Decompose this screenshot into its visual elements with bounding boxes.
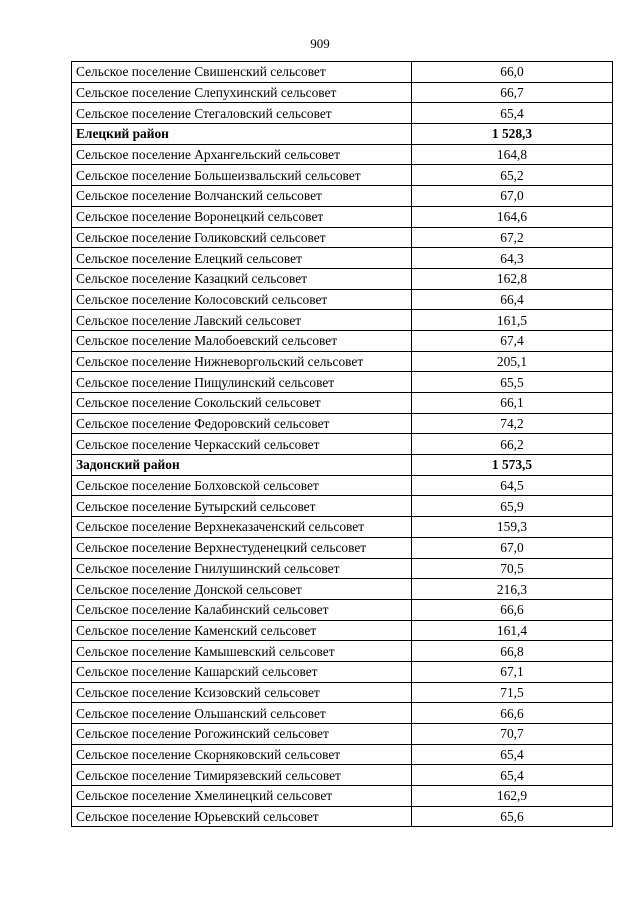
district-total-row	[72, 124, 613, 145]
settlement-name-cell: Сельское поселение Кашарский сельсовет	[72, 661, 412, 682]
amount-cell: 161,5	[412, 310, 613, 331]
settlement-row	[72, 372, 613, 393]
settlement-row	[72, 599, 613, 620]
settlement-name-cell: Сельское поселение Свишенский сельсовет	[72, 62, 412, 83]
settlement-row	[72, 620, 613, 641]
settlement-name-cell: Сельское поселение Болховской сельсовет	[72, 475, 412, 496]
amount-cell: 65,4	[412, 744, 613, 765]
settlement-row	[72, 62, 613, 83]
settlement-name-cell: Сельское поселение Скорняковский сельсовет	[72, 744, 412, 765]
settlement-row	[72, 82, 613, 103]
settlement-row	[72, 661, 613, 682]
amount-cell: 67,2	[412, 227, 613, 248]
amount-cell: 162,9	[412, 786, 613, 807]
settlement-row	[72, 786, 613, 807]
settlement-name-cell: Сельское поселение Слепухинский сельсовет	[72, 82, 412, 103]
amount-cell: 216,3	[412, 579, 613, 600]
settlement-row	[72, 517, 613, 538]
settlement-row	[72, 206, 613, 227]
settlement-name-cell: Сельское поселение Воронецкий сельсовет	[72, 206, 412, 227]
settlement-name-cell: Сельское поселение Сокольский сельсовет	[72, 393, 412, 414]
settlement-row	[72, 186, 613, 207]
settlement-row	[72, 310, 613, 331]
settlement-row	[72, 330, 613, 351]
settlement-name-cell: Сельское поселение Верхнестуденецкий сельсовет	[72, 537, 412, 558]
settlement-name-cell: Сельское поселение Казацкий сельсовет	[72, 268, 412, 289]
amount-cell: 74,2	[412, 413, 613, 434]
amount-cell: 65,2	[412, 165, 613, 186]
settlement-row	[72, 765, 613, 786]
settlement-name-cell: Сельское поселение Архангельский сельсовет	[72, 144, 412, 165]
amount-cell: 161,4	[412, 620, 613, 641]
settlement-name-cell: Сельское поселение Верхнеказаченский сельсовет	[72, 517, 412, 538]
settlement-row	[72, 475, 613, 496]
amount-cell: 70,7	[412, 724, 613, 745]
settlement-name-cell: Сельское поселение Хмелинецкий сельсовет	[72, 786, 412, 807]
settlement-name-cell: Сельское поселение Тимирязевский сельсовет	[72, 765, 412, 786]
settlement-name-cell: Сельское поселение Нижневоргольский сельсовет	[72, 351, 412, 372]
settlement-row	[72, 537, 613, 558]
settlement-row	[72, 393, 613, 414]
settlement-row	[72, 289, 613, 310]
amount-cell: 71,5	[412, 682, 613, 703]
settlement-row	[72, 682, 613, 703]
settlement-name-cell: Сельское поселение Федоровский сельсовет	[72, 413, 412, 434]
amount-cell: 164,6	[412, 206, 613, 227]
amount-cell: 67,4	[412, 330, 613, 351]
settlement-name-cell: Сельское поселение Рогожинский сельсовет	[72, 724, 412, 745]
settlement-name-cell: Сельское поселение Гнилушинский сельсовет	[72, 558, 412, 579]
amount-cell: 162,8	[412, 268, 613, 289]
settlement-name-cell: Сельское поселение Голиковский сельсовет	[72, 227, 412, 248]
settlement-row	[72, 165, 613, 186]
settlement-name-cell: Сельское поселение Камышевский сельсовет	[72, 641, 412, 662]
amount-cell: 66,2	[412, 434, 613, 455]
settlement-row	[72, 103, 613, 124]
settlement-name-cell: Сельское поселение Юрьевский сельсовет	[72, 806, 412, 827]
amount-cell: 65,4	[412, 765, 613, 786]
settlement-row	[72, 744, 613, 765]
settlement-name-cell: Сельское поселение Ксизовский сельсовет	[72, 682, 412, 703]
settlement-name-cell: Сельское поселение Бутырский сельсовет	[72, 496, 412, 517]
amount-cell: 66,6	[412, 599, 613, 620]
amount-cell: 65,9	[412, 496, 613, 517]
settlement-name-cell: Сельское поселение Калабинский сельсовет	[72, 599, 412, 620]
settlement-name-cell: Сельское поселение Колосовский сельсовет	[72, 289, 412, 310]
settlement-name-cell: Сельское поселение Каменский сельсовет	[72, 620, 412, 641]
amount-cell: 66,0	[412, 62, 613, 83]
amount-cell: 65,4	[412, 103, 613, 124]
settlement-name-cell: Сельское поселение Донской сельсовет	[72, 579, 412, 600]
amount-cell: 66,4	[412, 289, 613, 310]
amount-cell: 67,1	[412, 661, 613, 682]
settlement-row	[72, 413, 613, 434]
settlement-row	[72, 351, 613, 372]
settlement-name-cell: Сельское поселение Большеизвальский сельсовет	[72, 165, 412, 186]
settlement-row	[72, 496, 613, 517]
settlement-row	[72, 703, 613, 724]
amount-cell: 164,8	[412, 144, 613, 165]
budget-allocation-table	[71, 61, 613, 827]
district-name-cell: Задонский район	[72, 455, 412, 476]
settlement-name-cell: Сельское поселение Черкасский сельсовет	[72, 434, 412, 455]
settlement-name-cell: Сельское поселение Пищулинский сельсовет	[72, 372, 412, 393]
amount-cell: 65,6	[412, 806, 613, 827]
settlement-row	[72, 248, 613, 269]
settlement-name-cell: Сельское поселение Стегаловский сельсовет	[72, 103, 412, 124]
settlement-row	[72, 227, 613, 248]
amount-cell: 159,3	[412, 517, 613, 538]
amount-cell: 65,5	[412, 372, 613, 393]
settlement-name-cell: Сельское поселение Малобоевский сельсовет	[72, 330, 412, 351]
amount-cell: 67,0	[412, 537, 613, 558]
settlement-row	[72, 579, 613, 600]
settlement-row	[72, 434, 613, 455]
amount-cell: 64,3	[412, 248, 613, 269]
settlement-name-cell: Сельское поселение Лавский сельсовет	[72, 310, 412, 331]
settlement-row	[72, 724, 613, 745]
district-total-cell: 1 573,5	[412, 455, 613, 476]
amount-cell: 66,8	[412, 641, 613, 662]
settlement-row	[72, 558, 613, 579]
district-name-cell: Елецкий район	[72, 124, 412, 145]
settlement-name-cell: Сельское поселение Елецкий сельсовет	[72, 248, 412, 269]
amount-cell: 205,1	[412, 351, 613, 372]
table-body	[72, 62, 613, 827]
amount-cell: 66,7	[412, 82, 613, 103]
amount-cell: 70,5	[412, 558, 613, 579]
settlement-name-cell: Сельское поселение Волчанский сельсовет	[72, 186, 412, 207]
amount-cell: 66,6	[412, 703, 613, 724]
district-total-row	[72, 455, 613, 476]
page-number: 909	[310, 36, 330, 51]
settlement-row	[72, 144, 613, 165]
settlement-row	[72, 806, 613, 827]
amount-cell: 66,1	[412, 393, 613, 414]
amount-cell: 67,0	[412, 186, 613, 207]
settlement-name-cell: Сельское поселение Ольшанский сельсовет	[72, 703, 412, 724]
amount-cell: 64,5	[412, 475, 613, 496]
settlement-row	[72, 641, 613, 662]
settlement-row	[72, 268, 613, 289]
district-total-cell: 1 528,3	[412, 124, 613, 145]
